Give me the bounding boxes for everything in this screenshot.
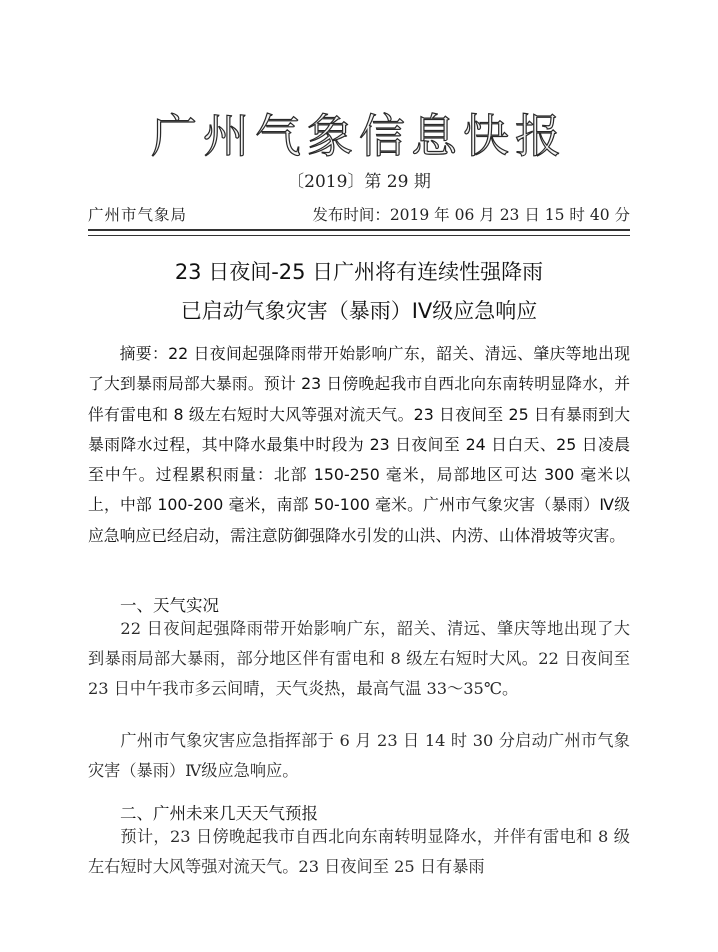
- section-1-paragraph-2: 广州市气象灾害应急指挥部于 6 月 23 日 14 时 30 分启动广州市气象灾害（暴雨）Ⅳ级应急响应。: [88, 731, 630, 781]
- issue-number: 〔2019〕第 29 期: [287, 172, 431, 192]
- section-heading-forecast: 二、广州未来几天天气预报: [120, 804, 318, 823]
- section-heading-weather-observation: 一、天气实况: [120, 596, 219, 615]
- publish-time: 发布时间：2019 年 06 月 23 日 15 时 40 分: [312, 206, 630, 224]
- issuing-organization: 广州市气象局: [88, 206, 188, 224]
- section-2-paragraph-1: 预计，23 日傍晚起我市自西北向东南转明显降水，并伴有雷电和 8 级左右短时大风等强对流天气。23 日夜间至 25 日有暴雨: [88, 827, 630, 877]
- headline-line-2: 已启动气象灾害（暴雨）IV级应急响应: [180, 299, 538, 323]
- summary-paragraph: 摘要：22 日夜间起强降雨带开始影响广东，韶关、清远、肇庆等地出现了大到暴雨局部大暴雨。预计 23 日傍晚起我市自西北向东南转明显降水，并伴有雷电和 8 级左右短时大风等强对流天气。23 日夜间至 25 日有暴雨到大暴雨降水过程，其中降水最集中时段为 23 日夜间至 24 日白天、25 日凌晨至中午。过程累积雨量：北部 150-250 毫米，局部地区可达 300 毫米以上，中部 100-200 毫米，南部 50-100 毫米。广州市气象灾害（暴雨）Ⅳ级应急响应已经启动，需注意防御强降水引发的山洪、内涝、山体滑坡等灾害。: [88, 344, 630, 545]
- headline-line-1: 23 日夜间-25 日广州将有连续性强降雨: [174, 260, 544, 284]
- header-divider: [88, 229, 630, 236]
- masthead-title: 广州气象信息快报: [151, 109, 567, 163]
- section-1-paragraph-1: 22 日夜间起强降雨带开始影响广东，韶关、清远、肇庆等地出现了大到暴雨局部大暴雨，部分地区伴有雷电和 8 级左右短时大风。22 日夜间至 23 日中午我市多云间晴，天气炎热，最高气温 33～35℃。: [88, 619, 630, 699]
